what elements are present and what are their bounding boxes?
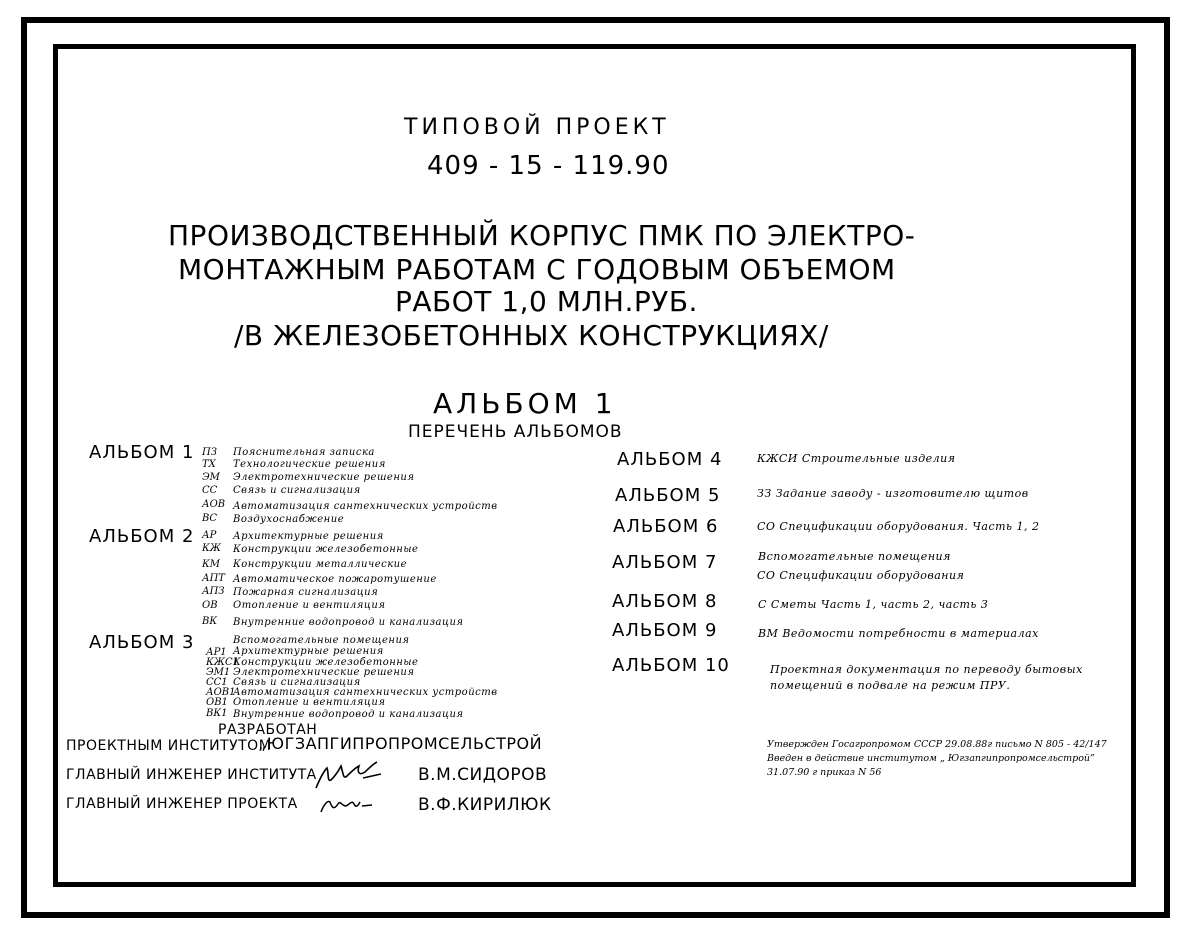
album-1-code-1: ПЗ xyxy=(202,447,217,458)
document-type: ТИПОВОЙ ПРОЕКТ xyxy=(404,115,670,140)
album-1-item-5: Автоматизация сантехнических устройств xyxy=(233,501,498,512)
album-3-item-8: Внутренние водопровод и канализация xyxy=(233,709,464,720)
album-2-item-4: Автоматическое пожаротушение xyxy=(233,574,437,585)
chief-institute-name: В.М.СИДОРОВ xyxy=(418,765,548,785)
album-3-code-6: АОВ1 xyxy=(206,687,236,698)
chief-institute-signature xyxy=(313,758,385,792)
album-9-desc: ВМ Ведомости потребности в материалах xyxy=(758,627,1039,640)
album-2-item-5: Пожарная сигнализация xyxy=(233,587,379,598)
album-3-item-4: Электротехнические решения xyxy=(233,667,415,678)
album-3-item-2: Архитектурные решения xyxy=(233,646,384,657)
album-2-item-1: Архитектурные решения xyxy=(233,531,384,542)
album-3-item-5: Связь и сигнализация xyxy=(233,677,361,688)
chief-project-signature xyxy=(318,792,374,818)
album-2-item-3: Конструкции металлические xyxy=(233,559,408,570)
album-1-item-1: Пояснительная записка xyxy=(233,447,375,458)
album-2-label: АЛЬБОМ 2 xyxy=(89,526,195,547)
album-7-desc-2: СО Спецификации оборудования xyxy=(757,569,965,582)
institute-name: „ЮГЗАПГИПРОПРОМСЕЛЬСТРОЙ xyxy=(258,734,543,753)
album-5-label: АЛЬБОМ 5 xyxy=(615,485,721,506)
album-3-code-8: ВК1 xyxy=(206,708,228,719)
album-2-code-6: ОВ xyxy=(202,600,218,611)
album-1-item-2: Технологические решения xyxy=(233,459,386,470)
album-9-label: АЛЬБОМ 9 xyxy=(612,620,718,641)
album-2-code-1: АР xyxy=(202,530,217,541)
project-number: 409 - 15 - 119.90 xyxy=(427,151,670,181)
album-2-code-7: ВК xyxy=(202,616,218,627)
album-3-item-1: Вспомогательные помещения xyxy=(233,635,410,646)
album-3-code-4: ЭМ1 xyxy=(206,667,231,678)
album-1-code-2: ТХ xyxy=(202,459,216,470)
album-title: АЛЬБОМ 1 xyxy=(433,387,617,420)
album-8-label: АЛЬБОМ 8 xyxy=(612,591,718,612)
institute-prefix: ПРОЕКТНЫМ ИНСТИТУТОМ xyxy=(66,738,272,754)
album-2-item-6: Отопление и вентиляция xyxy=(233,600,386,611)
album-1-item-6: Воздухоснабжение xyxy=(233,514,345,525)
album-3-code-3: КЖС1 xyxy=(206,657,239,668)
album-3-item-3: Конструкции железобетонные xyxy=(233,657,419,668)
project-name-line-3: РАБОТ 1,0 МЛН.РУБ. xyxy=(395,285,698,318)
album-3-label: АЛЬБОМ 3 xyxy=(89,632,195,653)
album-10-label: АЛЬБОМ 10 xyxy=(612,655,730,676)
approval-line-1: Утвержден Госагропромом СССР 29.08.88г письмо N 805 - 42/147 xyxy=(767,739,1107,750)
album-10-desc-1: Проектная документация по переводу бытовых xyxy=(770,663,1083,676)
album-1-item-4: Связь и сигнализация xyxy=(233,485,361,496)
chief-project-name: В.Ф.КИРИЛЮК xyxy=(418,795,552,815)
album-7-desc-1: Вспомогательные помещения xyxy=(758,550,951,563)
album-7-label: АЛЬБОМ 7 xyxy=(612,552,718,573)
approval-line-2: Введен в действие институтом „ Югзапгипропромсельстрой” xyxy=(767,753,1095,764)
album-8-desc: С Сметы Часть 1, часть 2, часть 3 xyxy=(758,598,989,611)
chief-project-label: ГЛАВНЫЙ ИНЖЕНЕР ПРОЕКТА xyxy=(66,796,298,812)
album-1-code-6: ВС xyxy=(202,513,217,524)
album-6-desc: СО Спецификации оборудования. Часть 1, 2 xyxy=(757,520,1040,533)
album-2-code-5: АПЗ xyxy=(202,586,225,597)
album-list-title: ПЕРЕЧЕНЬ АЛЬБОМОВ xyxy=(408,422,623,442)
album-4-desc: КЖСИ Строительные изделия xyxy=(757,452,956,465)
album-10-desc-2: помещений в подвале на режим ПРУ. xyxy=(770,679,1011,692)
album-1-code-4: СС xyxy=(202,485,218,496)
album-2-item-7: Внутренние водопровод и канализация xyxy=(233,617,464,628)
album-3-code-5: СС1 xyxy=(206,677,228,688)
album-3-item-7: Отопление и вентиляция xyxy=(233,697,386,708)
developed-heading: РАЗРАБОТАН xyxy=(218,722,318,738)
album-6-label: АЛЬБОМ 6 xyxy=(613,516,719,537)
album-3-code-7: ОВ1 xyxy=(206,697,228,708)
project-name-line-4: /В ЖЕЛЕЗОБЕТОННЫХ КОНСТРУКЦИЯХ/ xyxy=(234,319,829,352)
album-1-item-3: Электротехнические решения xyxy=(233,472,415,483)
album-2-code-3: КМ xyxy=(202,559,220,570)
project-name-line-1: ПРОИЗВОДСТВЕННЫЙ КОРПУС ПМК ПО ЭЛЕКТРО- xyxy=(168,219,916,252)
album-4-label: АЛЬБОМ 4 xyxy=(617,449,723,470)
album-3-code-2: АР1 xyxy=(206,647,227,658)
album-1-code-5: АОВ xyxy=(202,499,226,510)
album-5-desc: ЗЗ Задание заводу - изготовителю щитов xyxy=(757,487,1029,500)
album-2-code-4: АПТ xyxy=(202,573,225,584)
approval-line-3: 31.07.90 г приказ N 56 xyxy=(767,767,882,778)
project-name-line-2: МОНТАЖНЫМ РАБОТАМ С ГОДОВЫМ ОБЪЕМОМ xyxy=(178,253,896,286)
album-1-code-3: ЭМ xyxy=(202,472,220,483)
album-1-label: АЛЬБОМ 1 xyxy=(89,442,195,463)
album-2-code-2: КЖ xyxy=(202,543,221,554)
album-3-item-6: Автоматизация сантехнических устройств xyxy=(233,687,498,698)
album-2-item-2: Конструкции железобетонные xyxy=(233,544,419,555)
chief-institute-label: ГЛАВНЫЙ ИНЖЕНЕР ИНСТИТУТА xyxy=(66,767,317,783)
